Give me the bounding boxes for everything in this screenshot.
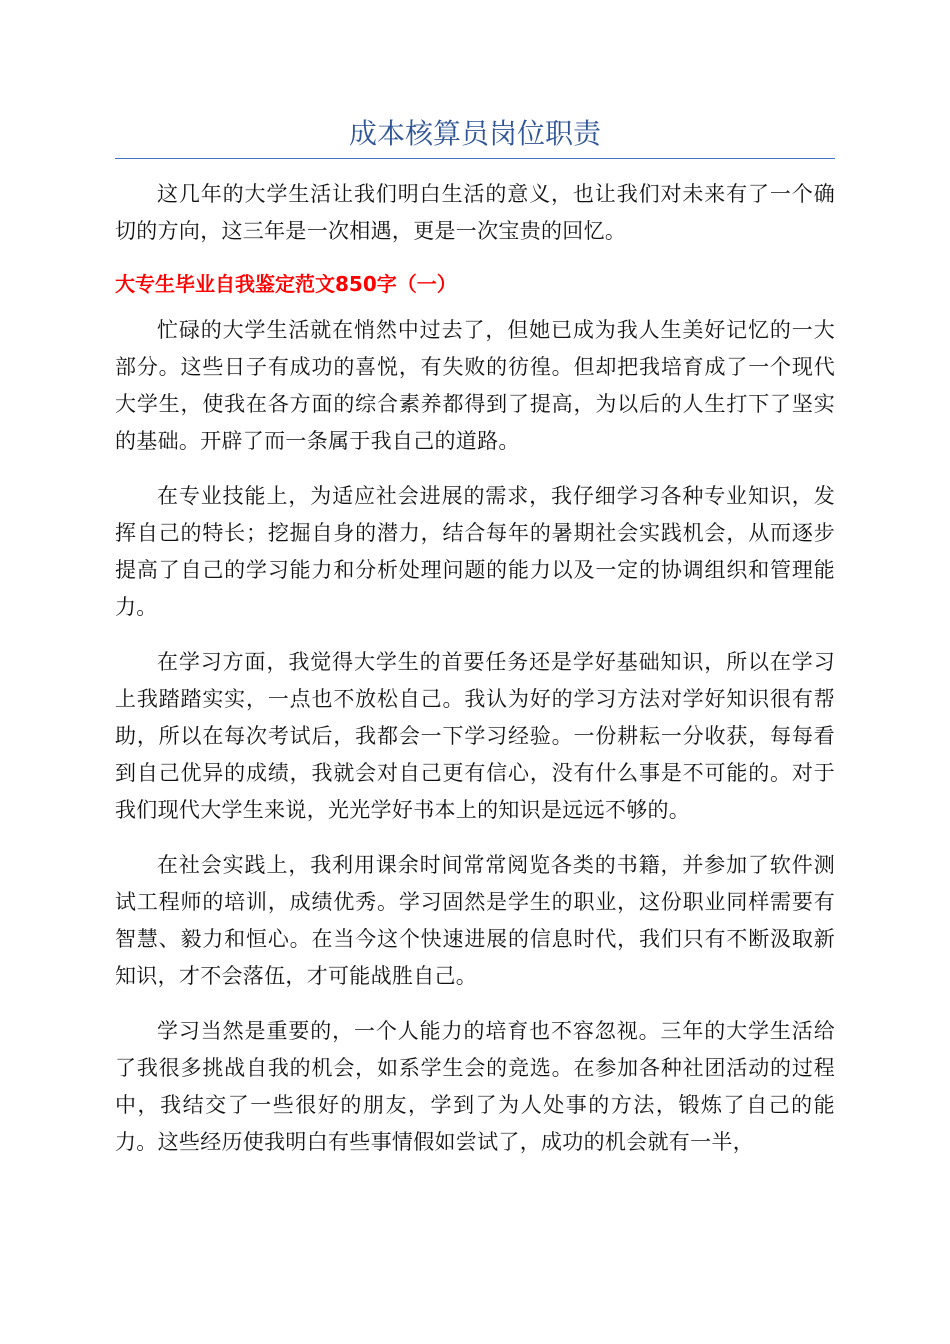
document-body [115,176,835,1179]
body-paragraph-1: 忙碌的大学生活就在悄然中过去了，但她已成为我人生美好记忆的一大部分。这些日子有成功的喜悦，有失败的彷徨。但却把我培育成了一个现代大学生，使我在各方面的综合素养都得到了提高，为以后的人生打下了坚实的基础。开辟了而一条属于我自己的道路。 [115,318,835,453]
title-underline [115,158,835,159]
body-paragraph-5: 学习当然是重要的，一个人能力的培育也不容忽视。三年的大学生活给了我很多挑战自我的机会，如系学生会的竞选。在参加各种社团活动的过程中，我结交了一些很好的朋友，学到了为人处事的方法，锻炼了自己的能力。这些经历使我明白有些事情假如尝试了，成功的机会就有一半， [115,1019,835,1154]
body-paragraph-3: 在学习方面，我觉得大学生的首要任务还是学好基础知识，所以在学习上我踏踏实实，一点也不放松自己。我认为好的学习方法对学好知识很有帮助，所以在每次考试后，我都会一下学习经验。一份耕耘一分收获，每每看到自己优异的成绩，我就会对自己更有信心，没有什么事是不可能的。对于我们现代大学生来说，光光学好书本上的知识是远远不够的。 [115,650,835,822]
title-block [115,112,835,159]
section-heading: 大专生毕业自我鉴定范文850字（一） [115,272,457,296]
body-paragraph-2: 在专业技能上，为适应社会进展的需求，我仔细学习各种专业知识，发挥自己的特长；挖掘自身的潜力，结合每年的暑期社会实践机会，从而逐步提高了自己的学习能力和分析处理问题的能力以及一定的协调组织和管理能力。 [115,484,835,619]
intro-paragraph: 这几年的大学生活让我们明白生活的意义，也让我们对未来有了一个确切的方向，这三年是一次相遇，更是一次宝贵的回忆。 [115,182,835,243]
page-title: 成本核算员岗位职责 [348,117,601,150]
body-paragraph-4: 在社会实践上，我利用课余时间常常阅览各类的书籍，并参加了软件测试工程师的培训，成绩优秀。学习固然是学生的职业，这份职业同样需要有智慧、毅力和恒心。在当今这个快速进展的信息时代，我们只有不断汲取新知识，才不会落伍，才可能战胜自己。 [115,853,835,988]
